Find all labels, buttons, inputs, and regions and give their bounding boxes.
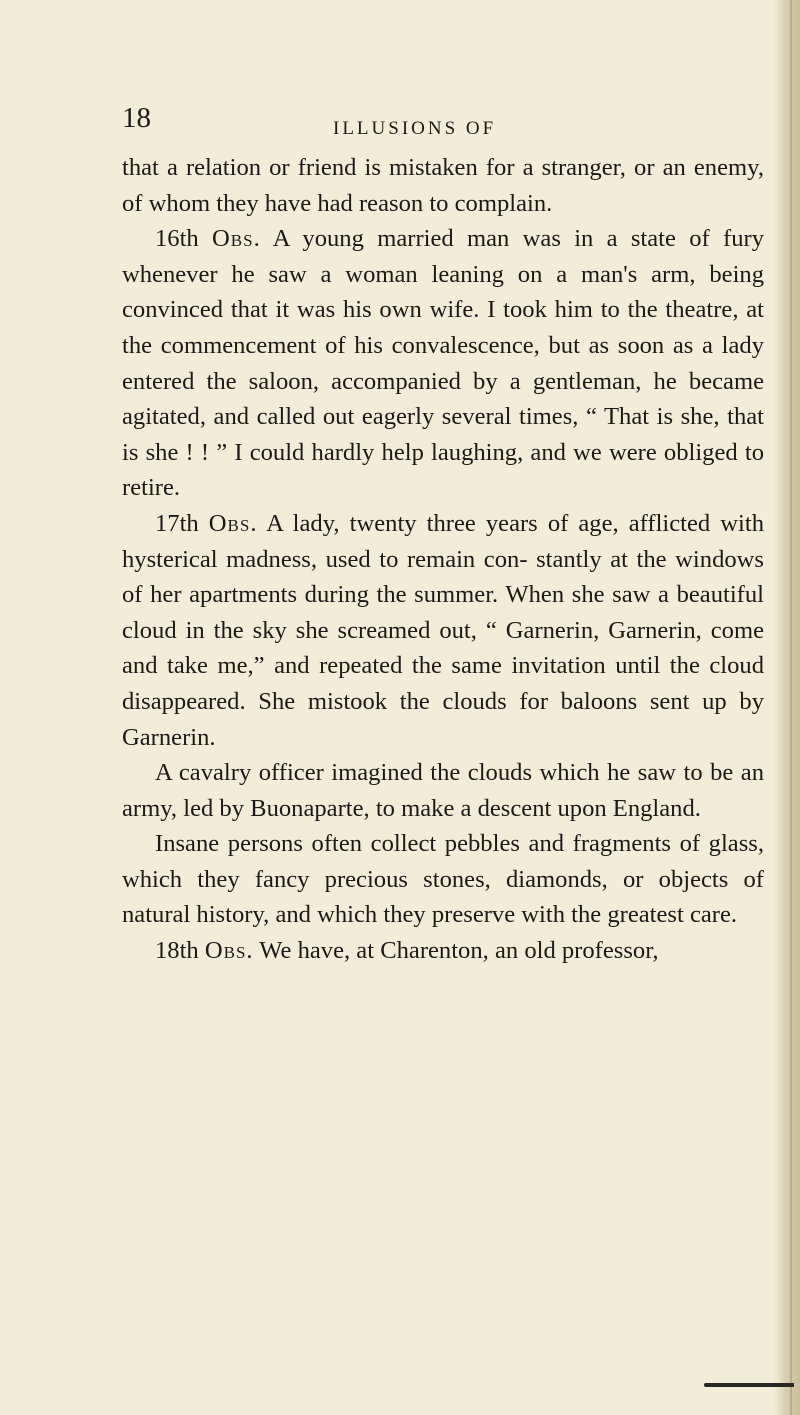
paragraph-text: A cavalry officer imagined the clouds which he saw to be an army, led by Buonaparte, to make a descent upon England. <box>122 759 764 822</box>
paragraph-insane-persons <box>122 826 764 933</box>
paragraph-observation-17 <box>122 506 764 755</box>
observation-number: 17th <box>155 509 209 537</box>
paragraph-text: that a relation or friend is mistaken for a stranger, or an enemy, of whom they have had reason to complain. <box>122 154 764 217</box>
paragraph-observation-18 <box>122 933 764 969</box>
body-text <box>122 150 764 969</box>
running-head: ILLUSIONS OF <box>333 118 497 139</box>
paragraph-text: We have, at Charenton, an old professor, <box>253 937 659 965</box>
paragraph-continuation <box>122 150 764 221</box>
observation-label: Obs. <box>208 509 258 537</box>
page-edge-line <box>790 0 792 1415</box>
page-header <box>0 96 800 139</box>
observation-number: 18th <box>155 937 205 965</box>
paragraph-observation-16 <box>122 221 764 506</box>
paragraph-text: A young married man was in a state of fury whenever he saw a woman leaning on a man's arm, being convinced that it was his own wife. I took him to the theatre, at the commencement of his convalescence, but as soon as a lady entered the saloon, accompanied by a gentleman, he became agitated, and called out eagerly several times, “ That is she, that is she ! ! ” I could hardly help laughing, and we were obliged to retire. <box>122 225 765 502</box>
observation-number: 16th <box>155 225 213 253</box>
page-number: 18 <box>122 102 151 134</box>
observation-label: Obs. <box>204 937 254 965</box>
paragraph-text: Insane persons often collect pebbles and fragments of glass, which they fancy precious stones, diamonds, or objects of natural history, and which they preserve with the greatest care. <box>122 830 764 929</box>
paragraph-text: A lady, twenty three years of age, afflicted with hysterical madness, used to remain con- stantly at the windows of her apartments during the summer. When she saw a beautiful cloud in the sky she screamed out, “ Garnerin, Garnerin, come and take me,” and repeated the same invitation until the cloud disappeared. She mistook the clouds for baloons sent up by Garnerin. <box>122 509 764 751</box>
binding-mark <box>704 1383 794 1387</box>
observation-label: Obs. <box>212 225 261 253</box>
page-edge-shadow <box>774 0 800 1415</box>
paragraph-cavalry-officer <box>122 755 764 826</box>
